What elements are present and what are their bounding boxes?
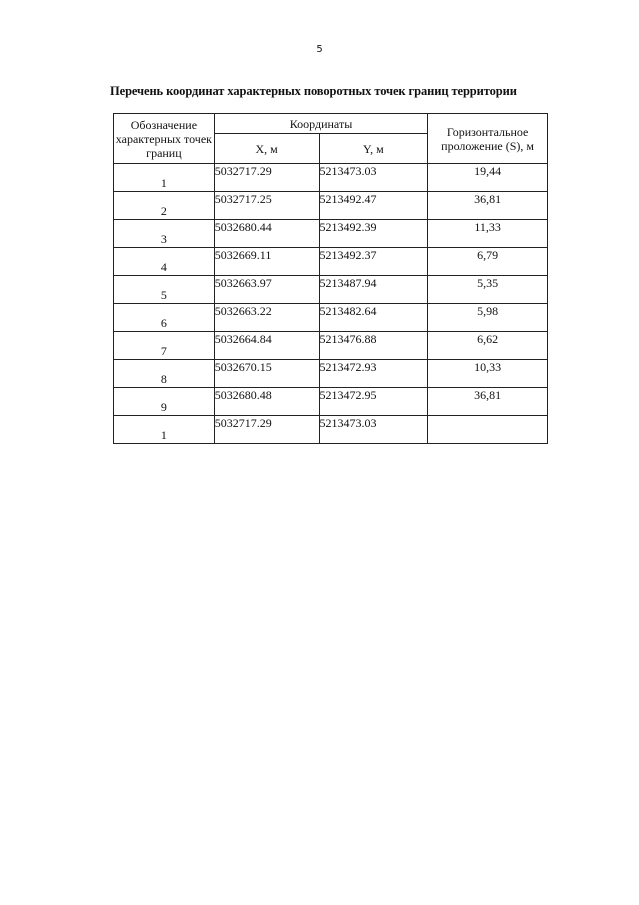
document-title: Перечень координат характерных поворотных точек границ территории	[110, 84, 517, 98]
distance-cell: 36,81	[428, 388, 548, 416]
y-cell: 5213492.37	[319, 248, 428, 276]
y-cell: 5213492.39	[319, 220, 428, 248]
point-cell: 6	[114, 304, 215, 332]
y-coordinate-header: Y, м	[319, 134, 428, 164]
table-row	[114, 304, 548, 332]
x-coordinate-header: X, м	[214, 134, 319, 164]
coordinates-header: Координаты	[214, 114, 427, 134]
point-cell: 3	[114, 220, 215, 248]
point-designation-header: Обозначение характерных точек границ	[114, 114, 215, 164]
x-cell: 5032717.25	[214, 192, 319, 220]
point-cell: 9	[114, 388, 215, 416]
y-cell: 5213487.94	[319, 276, 428, 304]
y-cell: 5213492.47	[319, 192, 428, 220]
y-cell: 5213476.88	[319, 332, 428, 360]
distance-cell: 36,81	[428, 192, 548, 220]
horizontal-distance-header: Горизонтальное проложение (S), м	[428, 114, 548, 164]
distance-cell: 19,44	[428, 164, 548, 192]
distance-cell: 6,62	[428, 332, 548, 360]
point-cell: 7	[114, 332, 215, 360]
point-cell: 5	[114, 276, 215, 304]
table-row	[114, 164, 548, 192]
distance-cell: 5,98	[428, 304, 548, 332]
table-row	[114, 276, 548, 304]
point-cell: 8	[114, 360, 215, 388]
table-row	[114, 332, 548, 360]
table-row	[114, 360, 548, 388]
y-cell: 5213473.03	[319, 164, 428, 192]
distance-cell: 10,33	[428, 360, 548, 388]
distance-cell: 5,35	[428, 276, 548, 304]
table-row	[114, 192, 548, 220]
distance-cell	[428, 416, 548, 444]
point-cell: 1	[114, 416, 215, 444]
distance-cell: 11,33	[428, 220, 548, 248]
point-cell: 4	[114, 248, 215, 276]
x-cell: 5032663.22	[214, 304, 319, 332]
x-cell: 5032663.97	[214, 276, 319, 304]
x-cell: 5032680.44	[214, 220, 319, 248]
y-cell: 5213482.64	[319, 304, 428, 332]
x-cell: 5032669.11	[214, 248, 319, 276]
x-cell: 5032717.29	[214, 164, 319, 192]
page-number: 5	[316, 44, 323, 55]
x-cell: 5032717.29	[214, 416, 319, 444]
x-cell: 5032680.48	[214, 388, 319, 416]
x-cell: 5032664.84	[214, 332, 319, 360]
x-cell: 5032670.15	[214, 360, 319, 388]
point-cell: 2	[114, 192, 215, 220]
y-cell: 5213472.93	[319, 360, 428, 388]
y-cell: 5213473.03	[319, 416, 428, 444]
coordinates-table	[113, 113, 548, 444]
table-row	[114, 248, 548, 276]
table-row	[114, 220, 548, 248]
table-row	[114, 388, 548, 416]
point-cell: 1	[114, 164, 215, 192]
y-cell: 5213472.95	[319, 388, 428, 416]
distance-cell: 6,79	[428, 248, 548, 276]
table-row	[114, 416, 548, 444]
